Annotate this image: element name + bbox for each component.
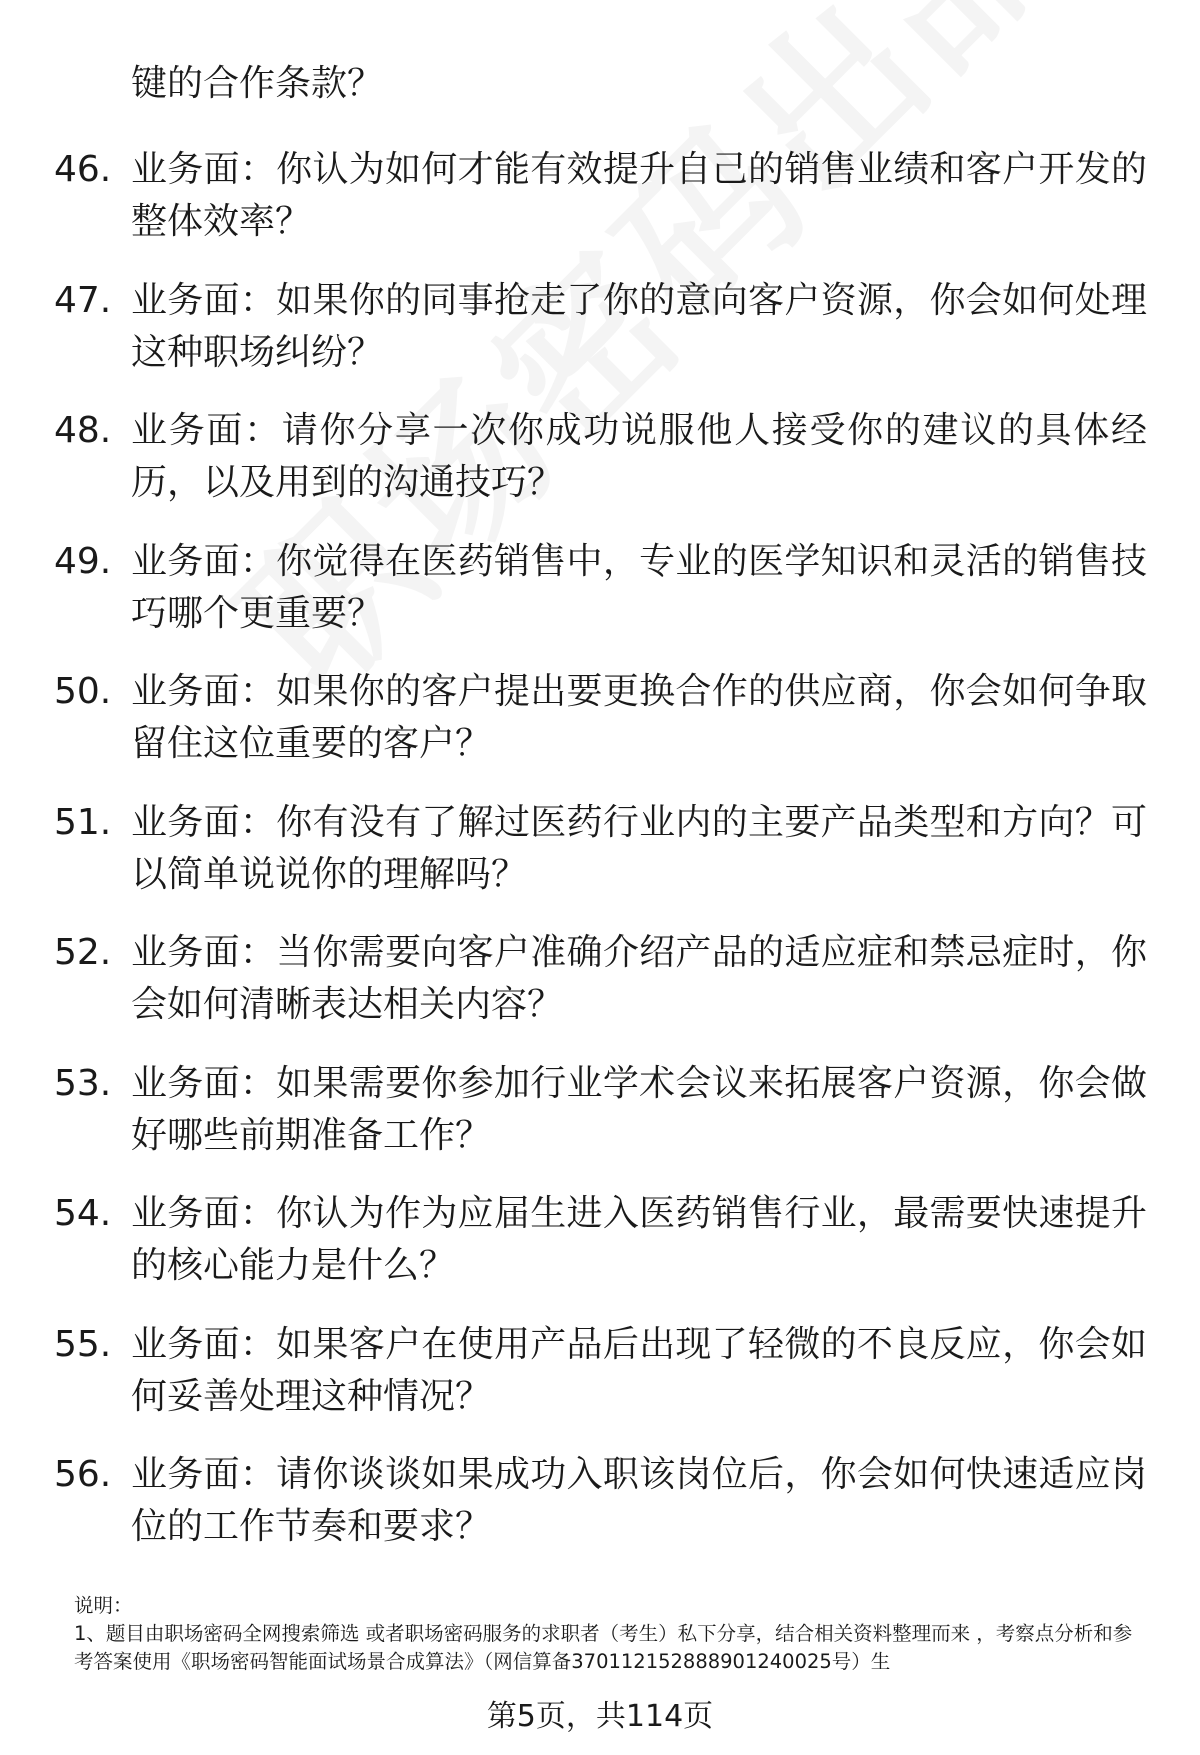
question-number: 56. — [54, 1454, 112, 1495]
question-item — [0, 797, 1200, 928]
question-text: 业务面：如果需要你参加行业学术会议来拓展客户资源，你会做好哪些前期准备工作？ — [131, 1062, 1147, 1156]
question-text: 业务面：如果你的客户提出要更换合作的供应商，你会如何争取留住这位重要的客户？ — [131, 671, 1147, 764]
question-number: 48. — [54, 410, 112, 451]
question-number: 51. — [54, 801, 112, 843]
notes-heading: 说明： — [74, 1594, 133, 1617]
page-number-footer: 第5页，共114页 — [486, 1699, 714, 1734]
question-item — [0, 666, 1200, 797]
question-item — [0, 144, 1200, 275]
question-item — [0, 1449, 1200, 1580]
notes-section — [74, 1592, 1150, 1676]
question-text: 业务面：你有没有了解过医药行业内的主要产品类型和方向？可以简单说说你的理解吗？ — [131, 801, 1147, 895]
question-item — [0, 927, 1200, 1058]
question-text: 业务面：当你需要向客户准确介绍产品的适应症和禁忌症时，你会如何清晰表达相关内容？ — [131, 932, 1147, 1025]
question-number: 49. — [54, 540, 112, 582]
notes-body: 1、题目由职场密码全网搜索筛选 或者职场密码服务的求职者（考生）私下分享，结合相关资料整理而来 ，考察点分析和参考答案使用《职场密码智能面试场景合成算法》（网信算备370112152888901240025号）生 — [74, 1622, 1133, 1673]
question-item — [0, 405, 1200, 536]
question-number: 54. — [54, 1193, 112, 1234]
question-number: 55. — [54, 1323, 112, 1365]
question-item — [0, 1058, 1200, 1189]
question-item — [0, 1319, 1200, 1450]
question-list — [0, 144, 1200, 1580]
question-text: 业务面：你认为作为应届生进入医药销售行业，最需要快速提升的核心能力是什么？ — [131, 1193, 1147, 1286]
question-text: 业务面：你认为如何才能有效提升自己的销售业绩和客户开发的整体效率？ — [131, 149, 1147, 242]
question-text: 业务面：你觉得在医药销售中，专业的医学知识和灵活的销售技巧哪个更重要？ — [131, 540, 1147, 634]
question-number: 52. — [54, 932, 112, 973]
question-text: 业务面：如果客户在使用产品后出现了轻微的不良反应，你会如何妥善处理这种情况？ — [131, 1323, 1147, 1417]
question-text: 业务面：如果你的同事抢走了你的意向客户资源，你会如何处理这种职场纠纷？ — [131, 279, 1147, 373]
question-number: 53. — [54, 1062, 112, 1104]
question-text: 业务面：请你分享一次你成功说服他人接受你的建议的具体经历，以及用到的沟通技巧？ — [131, 410, 1147, 503]
question-item — [0, 275, 1200, 406]
question-number: 46. — [54, 149, 112, 190]
question-number: 47. — [54, 279, 112, 321]
question-item — [0, 1188, 1200, 1319]
question-item — [0, 536, 1200, 667]
question-text: 业务面：请你谈谈如果成功入职该岗位后，你会如何快速适应岗位的工作节奏和要求？ — [131, 1454, 1147, 1547]
question-number: 50. — [54, 671, 112, 712]
continued-question-text: 键的合作条款？ — [131, 63, 384, 104]
